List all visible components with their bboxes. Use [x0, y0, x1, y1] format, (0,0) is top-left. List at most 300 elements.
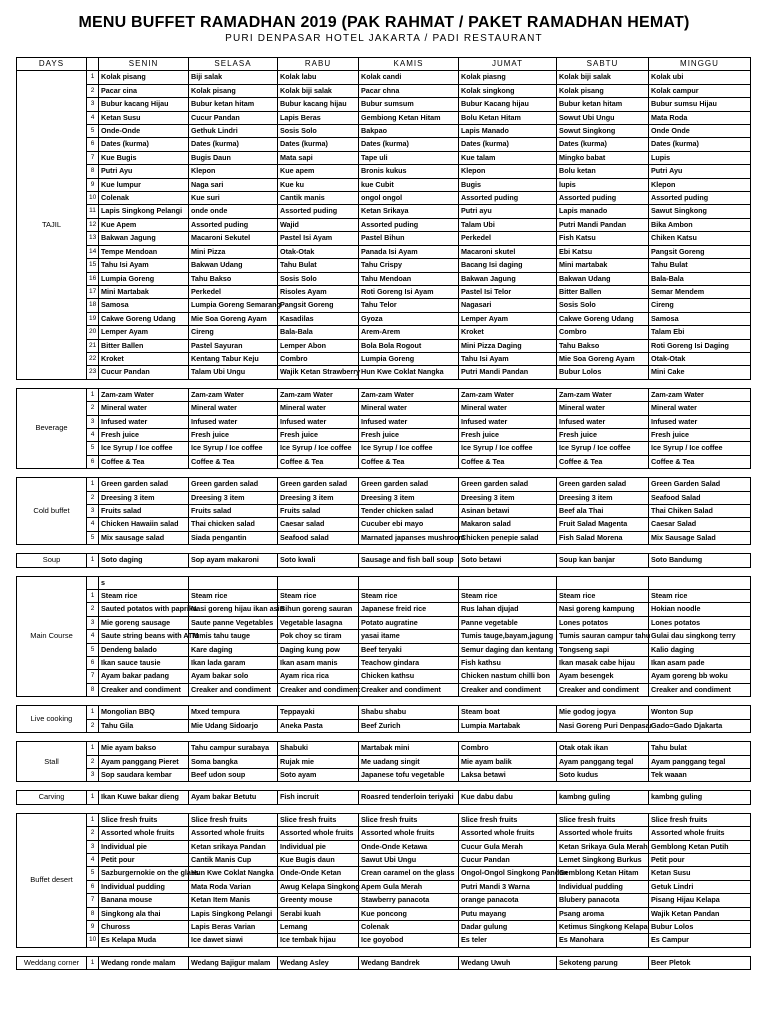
table-row [17, 455, 751, 468]
menu-item-selasa: Talam Ubi Ungu [189, 366, 278, 379]
table-row [17, 192, 751, 205]
spacer-cell [87, 697, 99, 706]
menu-item-selasa: Coffee & Tea [189, 455, 278, 468]
menu-item-minggu: Tek waaan [649, 768, 751, 781]
menu-item-jumat: Steam boat [459, 706, 557, 719]
menu-item-sabtu: Infused water [557, 415, 649, 428]
menu-item-kamis: Steam rice [359, 590, 459, 603]
menu-item-rabu: Sosis Solo [278, 125, 359, 138]
menu-item-senin: Mix sausage salad [99, 531, 189, 544]
menu-item-senin: Dendeng balado [99, 643, 189, 656]
menu-item-minggu: Green Garden Salad [649, 478, 751, 491]
menu-item-kamis: Apem Gula Merah [359, 880, 459, 893]
menu-item-minggu: Onde Onde [649, 125, 751, 138]
menu-item-jumat: Dates (kurma) [459, 138, 557, 151]
item-number: 13 [87, 232, 99, 245]
menu-item-jumat: Mini Pizza Daging [459, 339, 557, 352]
menu-item-selasa: Bakwan Udang [189, 259, 278, 272]
menu-body [17, 71, 751, 970]
menu-item-jumat: Nagasari [459, 299, 557, 312]
menu-item-senin: Bubur kacang Hijau [99, 98, 189, 111]
spacer-cell [189, 469, 278, 478]
spacer-cell [17, 545, 87, 554]
item-number: 3 [87, 616, 99, 629]
menu-item-senin: Lapis Singkong Pelangi [99, 205, 189, 218]
category-label: Cold buffet [17, 478, 87, 545]
header-senin: SENIN [99, 58, 189, 71]
table-row [17, 442, 751, 455]
menu-item-rabu: Assorted whole fruits [278, 827, 359, 840]
spacer-cell [459, 804, 557, 813]
spacer-cell [99, 804, 189, 813]
menu-item-rabu: Kue apem [278, 165, 359, 178]
menu-item-rabu: Vegetable lasagna [278, 616, 359, 629]
spacer-cell [99, 733, 189, 742]
menu-item-jumat: Rus lahan djujad [459, 603, 557, 616]
menu-item-senin: Mineral water [99, 402, 189, 415]
menu-item-sabtu: Bubur ketan hitam [557, 98, 649, 111]
menu-item-senin: Singkong ala thai [99, 907, 189, 920]
menu-item-kamis: Roti Goreng Isi Ayam [359, 285, 459, 298]
menu-item-sabtu: Gemblong Ketan Hitam [557, 867, 649, 880]
menu-item-jumat: Kolak piasng [459, 71, 557, 84]
menu-item-sabtu: Bakwan Udang [557, 272, 649, 285]
menu-item-minggu: Bubur Lolos [649, 920, 751, 933]
spacer-cell [459, 733, 557, 742]
menu-item-sabtu: Bubur Lolos [557, 366, 649, 379]
item-number: 7 [87, 670, 99, 683]
spacer-cell [557, 469, 649, 478]
menu-item-minggu: Seafood Salad [649, 491, 751, 504]
menu-item-minggu: Lupis [649, 151, 751, 164]
item-number: 14 [87, 245, 99, 258]
menu-item-kamis: Pastel Bihun [359, 232, 459, 245]
menu-item-selasa: Ayam bakar solo [189, 670, 278, 683]
menu-item-rabu: Wedang Asley [278, 956, 359, 969]
menu-item-jumat: Assorted whole fruits [459, 827, 557, 840]
spacer-cell [359, 947, 459, 956]
table-row [17, 151, 751, 164]
menu-item-kamis: Assorted puding [359, 218, 459, 231]
menu-item-jumat: Kroket [459, 326, 557, 339]
item-number: 10 [87, 934, 99, 947]
menu-item-selasa: Dates (kurma) [189, 138, 278, 151]
menu-item-selasa: Fruits salad [189, 505, 278, 518]
menu-item-sabtu: Sowut Ubi Ungu [557, 111, 649, 124]
menu-item-jumat: Klepon [459, 165, 557, 178]
menu-item-jumat: Lemper Ayam [459, 312, 557, 325]
menu-item-jumat: Bubur Kacang hijau [459, 98, 557, 111]
menu-item-rabu: Risoles Ayam [278, 285, 359, 298]
menu-item-sabtu: Dreesing 3 item [557, 491, 649, 504]
item-number: 5 [87, 531, 99, 544]
menu-item-senin: Kue Bugis [99, 151, 189, 164]
spacer-cell [17, 804, 87, 813]
menu-item-kamis: Chicken kathsu [359, 670, 459, 683]
item-number: 22 [87, 352, 99, 365]
spacer-cell [278, 545, 359, 554]
menu-item-minggu: Assorted puding [649, 192, 751, 205]
menu-item-selasa: onde onde [189, 205, 278, 218]
menu-item-senin: Banana mouse [99, 894, 189, 907]
menu-item-minggu: Assorted whole fruits [649, 827, 751, 840]
table-row [17, 272, 751, 285]
menu-item-rabu: Lemper Abon [278, 339, 359, 352]
spacer-cell [17, 697, 87, 706]
menu-item-minggu: Coffee & Tea [649, 455, 751, 468]
header-sabtu: SABTU [557, 58, 649, 71]
menu-item-sabtu: Mineral water [557, 402, 649, 415]
item-number: 12 [87, 218, 99, 231]
spacer-cell [359, 469, 459, 478]
menu-item-kamis: Beef Zurich [359, 719, 459, 732]
menu-item-minggu: Mix Sausage Salad [649, 531, 751, 544]
menu-item-sabtu: Fish Katsu [557, 232, 649, 245]
menu-item-selasa: Ice Syrup / Ice coffee [189, 442, 278, 455]
menu-item-minggu: Pisang Hijau Kelapa [649, 894, 751, 907]
spacer-cell [99, 947, 189, 956]
menu-item-minggu: Tahu bulat [649, 742, 751, 755]
menu-item-jumat: Kue dabu dabu [459, 791, 557, 804]
menu-item-senin: Fresh juice [99, 428, 189, 441]
menu-item-selasa: Dreesing 3 item [189, 491, 278, 504]
spacer-cell [189, 782, 278, 791]
menu-item-rabu: Wajid [278, 218, 359, 231]
item-number: 1 [87, 956, 99, 969]
menu-item-kamis: Assorted whole fruits [359, 827, 459, 840]
menu-table [16, 57, 751, 970]
item-number: 6 [87, 657, 99, 670]
table-row [17, 478, 751, 491]
menu-item-senin: Soto daging [99, 554, 189, 567]
menu-item-sabtu: Zam-zam Water [557, 388, 649, 401]
menu-item-senin: Ayam bakar padang [99, 670, 189, 683]
menu-item-kamis: Ketan Srikaya [359, 205, 459, 218]
menu-item-jumat: Putri Mandi Pandan [459, 366, 557, 379]
menu-item-jumat: Es teler [459, 934, 557, 947]
item-number: 4 [87, 630, 99, 643]
menu-item-sabtu: Ice Syrup / Ice coffee [557, 442, 649, 455]
category-label: Carving [17, 791, 87, 804]
menu-item-sabtu: Beef ala Thai [557, 505, 649, 518]
menu-item-rabu: Fruits salad [278, 505, 359, 518]
item-number: 4 [87, 428, 99, 441]
item-number: 15 [87, 259, 99, 272]
spacer-cell [649, 469, 751, 478]
menu-item-senin: Lemper Ayam [99, 326, 189, 339]
menu-item-kamis: Crean caramel on the glass [359, 867, 459, 880]
menu-item-selasa: Cantik Manis Cup [189, 853, 278, 866]
menu-item-senin: Cakwe Goreng Udang [99, 312, 189, 325]
menu-item-selasa: Klepon [189, 165, 278, 178]
menu-item-selasa: Ayam bakar Betutu [189, 791, 278, 804]
menu-item-rabu: Zam-zam Water [278, 388, 359, 401]
menu-item-senin: Kroket [99, 352, 189, 365]
menu-item-selasa: Soma bangka [189, 755, 278, 768]
menu-item-jumat: Assorted puding [459, 192, 557, 205]
menu-item-minggu: Thai Chiken Salad [649, 505, 751, 518]
menu-item-rabu: Cantik manis [278, 192, 359, 205]
spacer-cell [87, 379, 99, 388]
menu-item-selasa: Hun Kwe Coklat Nangka [189, 867, 278, 880]
menu-item-sabtu: Soto kudus [557, 768, 649, 781]
menu-item-kamis: Roasred tenderloin teriyaki [359, 791, 459, 804]
menu-item-rabu: Coffee & Tea [278, 455, 359, 468]
menu-item-senin: Putri Ayu [99, 165, 189, 178]
menu-item-kamis: Dreesing 3 item [359, 491, 459, 504]
item-number [87, 576, 99, 589]
menu-item-minggu: Infused water [649, 415, 751, 428]
table-row [17, 111, 751, 124]
item-number: 3 [87, 768, 99, 781]
menu-item-kamis: Pacar chna [359, 84, 459, 97]
table-row [17, 312, 751, 325]
menu-item-kamis: Cucuber ebi mayo [359, 518, 459, 531]
menu-item-jumat: Fish kathsu [459, 657, 557, 670]
item-number: 4 [87, 853, 99, 866]
menu-item-minggu: Samosa [649, 312, 751, 325]
item-number: 1 [87, 590, 99, 603]
menu-item-senin: Ketan Susu [99, 111, 189, 124]
menu-item-jumat: Pastel Isi Telor [459, 285, 557, 298]
menu-item-rabu [278, 576, 359, 589]
spacer-cell [278, 469, 359, 478]
menu-item-sabtu: Coffee & Tea [557, 455, 649, 468]
menu-item-selasa: Cireng [189, 326, 278, 339]
menu-item-selasa: Mini Pizza [189, 245, 278, 258]
menu-item-senin: s [99, 576, 189, 589]
menu-item-jumat: Steam rice [459, 590, 557, 603]
table-row [17, 616, 751, 629]
menu-item-sabtu: Lemet Singkong Burkus [557, 853, 649, 866]
menu-item-rabu: Awug Kelapa Singkong [278, 880, 359, 893]
menu-item-senin: Creaker and condiment [99, 683, 189, 696]
menu-item-sabtu: Kolak biji salak [557, 71, 649, 84]
item-number: 2 [87, 827, 99, 840]
table-row [17, 554, 751, 567]
menu-item-rabu: Bihun goreng sauran [278, 603, 359, 616]
table-row [17, 326, 751, 339]
menu-item-senin: Colenak [99, 192, 189, 205]
item-number: 9 [87, 178, 99, 191]
header-rabu: RABU [278, 58, 359, 71]
menu-item-sabtu: Mie godog jogya [557, 706, 649, 719]
spacer-cell [278, 804, 359, 813]
menu-item-minggu: Petit pour [649, 853, 751, 866]
item-number: 1 [87, 813, 99, 826]
menu-item-minggu: Gado=Gado Djakarta [649, 719, 751, 732]
menu-item-jumat: Fresh juice [459, 428, 557, 441]
menu-item-senin: Fruits salad [99, 505, 189, 518]
spacer-cell [557, 545, 649, 554]
menu-item-minggu: Tahu Bulat [649, 259, 751, 272]
table-row [17, 742, 751, 755]
spacer-cell [278, 733, 359, 742]
menu-item-kamis: Tape uli [359, 151, 459, 164]
menu-item-sabtu: kambng guling [557, 791, 649, 804]
menu-item-rabu: Pangsit Goreng [278, 299, 359, 312]
item-number: 1 [87, 791, 99, 804]
menu-item-selasa: Beef udon soup [189, 768, 278, 781]
item-number: 23 [87, 366, 99, 379]
menu-item-rabu: Ayam rica rica [278, 670, 359, 683]
menu-item-senin: Tahu Gila [99, 719, 189, 732]
menu-item-rabu: Tahu Bulat [278, 259, 359, 272]
menu-item-kamis: Teachow gindara [359, 657, 459, 670]
menu-item-selasa: Kare daging [189, 643, 278, 656]
item-number: 2 [87, 402, 99, 415]
spacer-cell [649, 567, 751, 576]
spacer-cell [87, 733, 99, 742]
spacer-cell [87, 947, 99, 956]
spacer-cell [99, 782, 189, 791]
menu-item-kamis: Slice fresh fruits [359, 813, 459, 826]
menu-item-sabtu: Kolak pisang [557, 84, 649, 97]
menu-item-jumat: Kue talam [459, 151, 557, 164]
table-row [17, 576, 751, 589]
spacer-cell [557, 947, 649, 956]
menu-item-senin: Kue Apem [99, 218, 189, 231]
menu-item-selasa: Ketan srikaya Pandan [189, 840, 278, 853]
menu-item-senin: Individual pudding [99, 880, 189, 893]
menu-item-kamis: Ice Syrup / Ice coffee [359, 442, 459, 455]
menu-item-selasa: Cucur Pandan [189, 111, 278, 124]
menu-item-rabu: Rujak mie [278, 755, 359, 768]
menu-item-kamis: Ice goyobod [359, 934, 459, 947]
menu-item-senin: Wedang ronde malam [99, 956, 189, 969]
page-title: MENU BUFFET RAMADHAN 2019 (PAK RAHMAT / PAKET RAMADHAN HEMAT) [78, 14, 690, 31]
header-minggu: MINGGU [649, 58, 751, 71]
menu-item-minggu [649, 576, 751, 589]
menu-item-selasa: Ikan lada garam [189, 657, 278, 670]
spacer-cell [189, 545, 278, 554]
menu-item-senin: Tahu Isi Ayam [99, 259, 189, 272]
menu-item-kamis: Potato augratine [359, 616, 459, 629]
menu-item-kamis: Arem-Arem [359, 326, 459, 339]
menu-item-kamis: Colenak [359, 920, 459, 933]
menu-item-minggu: Pangsit Goreng [649, 245, 751, 258]
menu-item-rabu: Ice Syrup / Ice coffee [278, 442, 359, 455]
item-number: 1 [87, 742, 99, 755]
menu-item-rabu: Lapis Beras [278, 111, 359, 124]
table-row [17, 299, 751, 312]
menu-item-selasa: Bubur ketan hitam [189, 98, 278, 111]
menu-item-kamis: Onde-Onde Ketawa [359, 840, 459, 853]
menu-item-jumat: Dadar gulung [459, 920, 557, 933]
table-row [17, 505, 751, 518]
menu-item-sabtu: Putri Mandi Pandan [557, 218, 649, 231]
table-row [17, 603, 751, 616]
spacer-cell [459, 947, 557, 956]
menu-item-sabtu: Assorted puding [557, 192, 649, 205]
menu-item-minggu: Mineral water [649, 402, 751, 415]
menu-item-selasa: Steam rice [189, 590, 278, 603]
menu-item-senin: Samosa [99, 299, 189, 312]
spacer-cell [17, 782, 87, 791]
menu-item-rabu: Ikan asam manis [278, 657, 359, 670]
menu-item-kamis: Tahu Mendoan [359, 272, 459, 285]
item-number: 21 [87, 339, 99, 352]
menu-item-jumat: Wedang Uwuh [459, 956, 557, 969]
menu-item-rabu: Teppayaki [278, 706, 359, 719]
menu-item-senin: Mini Martabak [99, 285, 189, 298]
menu-item-sabtu: Nasi Goreng Puri Denpasar [557, 719, 649, 732]
menu-item-kamis: ongol ongol [359, 192, 459, 205]
header-days: DAYS [17, 58, 87, 71]
menu-item-minggu: Hokian noodle [649, 603, 751, 616]
menu-item-minggu: Getuk Lindri [649, 880, 751, 893]
menu-item-jumat: Tahu Isi Ayam [459, 352, 557, 365]
menu-item-selasa: Creaker and condiment [189, 683, 278, 696]
menu-item-sabtu: Fish Salad Morena [557, 531, 649, 544]
menu-item-kamis: Tender chicken salad [359, 505, 459, 518]
menu-item-kamis: yasai itame [359, 630, 459, 643]
menu-item-rabu: Kolak labu [278, 71, 359, 84]
menu-item-kamis: Sausage and fish ball soup [359, 554, 459, 567]
menu-item-rabu: Fish incruit [278, 791, 359, 804]
menu-item-kamis: Martabak mini [359, 742, 459, 755]
menu-item-jumat: Laksa betawi [459, 768, 557, 781]
menu-item-minggu: Mata Roda [649, 111, 751, 124]
menu-item-rabu: Kasadilas [278, 312, 359, 325]
category-label: Beverage [17, 388, 87, 468]
menu-item-sabtu: Soup kan banjar [557, 554, 649, 567]
menu-item-minggu: Lones potatos [649, 616, 751, 629]
menu-item-selasa: Sop ayam makaroni [189, 554, 278, 567]
menu-item-minggu: Creaker and condiment [649, 683, 751, 696]
table-row [17, 768, 751, 781]
menu-item-senin: Coffee & Tea [99, 455, 189, 468]
menu-item-sabtu: Mini martabak [557, 259, 649, 272]
table-row [17, 840, 751, 853]
item-number: 19 [87, 312, 99, 325]
item-number: 2 [87, 755, 99, 768]
table-row [17, 138, 751, 151]
table-row [17, 125, 751, 138]
menu-item-minggu: Kolak campur [649, 84, 751, 97]
menu-item-minggu: Bubur sumsu Hijau [649, 98, 751, 111]
menu-item-jumat: Putri Mandi 3 Warna [459, 880, 557, 893]
item-number: 3 [87, 415, 99, 428]
menu-item-rabu: Aneka Pasta [278, 719, 359, 732]
menu-item-minggu: Otak-Otak [649, 352, 751, 365]
section-spacer [17, 947, 751, 956]
spacer-cell [649, 379, 751, 388]
table-row [17, 657, 751, 670]
menu-item-kamis: Panada Isi Ayam [359, 245, 459, 258]
spacer-cell [359, 379, 459, 388]
header-jumat: JUMAT [459, 58, 557, 71]
table-row [17, 71, 751, 84]
menu-item-jumat: Macaroni skutel [459, 245, 557, 258]
menu-item-senin: Petit pour [99, 853, 189, 866]
table-row [17, 84, 751, 97]
item-number: 2 [87, 603, 99, 616]
menu-item-sabtu: Ikan masak cabe hijau [557, 657, 649, 670]
menu-item-senin: Infused water [99, 415, 189, 428]
menu-item-kamis: Kolak candi [359, 71, 459, 84]
menu-item-sabtu: Ayam panggang tegal [557, 755, 649, 768]
menu-item-kamis: Japanese tofu vegetable [359, 768, 459, 781]
menu-item-rabu: Individual pie [278, 840, 359, 853]
menu-item-senin: Dreesing 3 item [99, 491, 189, 504]
menu-item-kamis: Shabu shabu [359, 706, 459, 719]
item-number: 4 [87, 518, 99, 531]
menu-item-selasa: Kolak pisang [189, 84, 278, 97]
table-row [17, 245, 751, 258]
menu-item-minggu: Mini Cake [649, 366, 751, 379]
menu-item-sabtu: Tongseng sapi [557, 643, 649, 656]
